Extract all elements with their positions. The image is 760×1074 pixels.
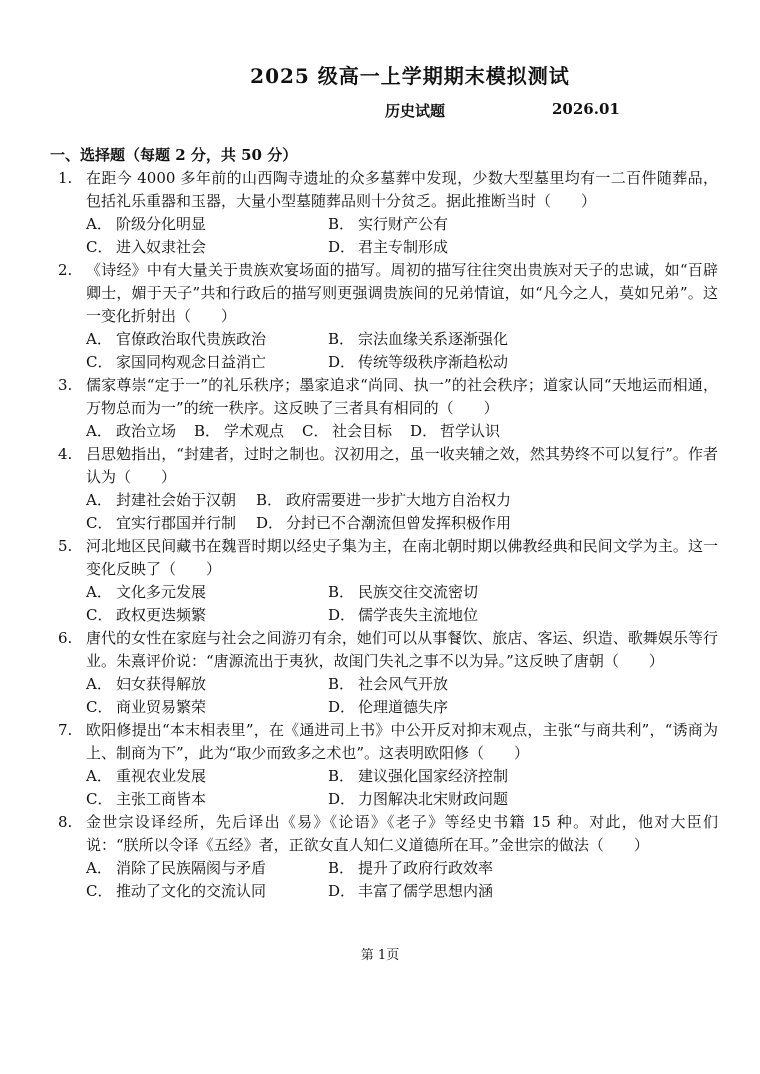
section-title: 一、选择题（每题 2 分，共 50 分） <box>50 146 298 164</box>
option-d: D． 力图解决北宋财政问题 <box>328 790 509 808</box>
option-d: D． 伦理道德失序 <box>328 698 449 716</box>
question-number: 2. <box>58 261 73 279</box>
exam-subject: 历史试题 <box>385 102 446 120</box>
question-text: 唐代的女性在家庭与社会之间游刃有余，她们可以从事餐饮、旅店、客运、织造、歌舞娱乐等行业。朱熹评价说：“唐源流出于夷狄，故闺门失礼之事不以为异。”这反映了唐朝（ ） <box>86 629 718 670</box>
option-c: C． 商业贸易繁荣 <box>86 698 207 716</box>
option-c: C． 社会目标 <box>302 422 393 440</box>
question-3 <box>58 374 718 443</box>
option-d: D． 哲学认识 <box>410 422 501 440</box>
question-5 <box>58 535 718 627</box>
question-number: 5. <box>58 537 73 555</box>
option-c: C． 宜实行郡国并行制 <box>86 514 237 532</box>
option-d: D． 分封已不合潮流但曾发挥积极作用 <box>256 514 512 532</box>
option-d: D． 丰富了儒学思想内涵 <box>328 882 494 900</box>
question-text: 河北地区民间藏书在魏晋时期以经史子集为主，在南北朝时期以佛教经典和民间文学为主。这一变化反映了（ ） <box>86 537 718 578</box>
option-b: B． 建议强化国家经济控制 <box>328 767 509 785</box>
option-d: D． 传统等级秩序渐趋松动 <box>328 353 509 371</box>
question-text: 《诗经》中有大量关于贵族欢宴场面的描写。周初的描写往往突出贵族对天子的忠诚，如“百辟卿士，媚于天子”共和行政后的描写则更强调贵族间的兄弟情谊，如“凡今之人，莫如兄弟”。这一变化折射出（ ） <box>86 261 718 325</box>
option-a: A． 重视农业发展 <box>86 767 207 785</box>
question-7 <box>58 719 718 811</box>
option-a: A． 官僚政治取代贵族政治 <box>86 330 267 348</box>
option-b: B． 学术观点 <box>194 422 285 440</box>
option-a: A． 封建社会始于汉朝 <box>86 491 237 509</box>
option-b: B． 提升了政府行政效率 <box>328 859 494 877</box>
option-b: B． 政府需要进一步扩大地方自治权力 <box>256 491 512 509</box>
question-list <box>58 167 718 903</box>
question-text: 儒家尊崇“定于一”的礼乐秩序；墨家追求“尚同、执一”的社会秩序；道家认同“天地运而相通，万物总而为一”的统一秩序。这反映了三者具有相同的（ ） <box>86 376 718 417</box>
option-a: A． 阶级分化明显 <box>86 215 207 233</box>
question-number: 3. <box>58 376 73 394</box>
question-6 <box>58 627 718 719</box>
question-text: 在距今 4000 多年前的山西陶寺遗址的众多墓葬中发现，少数大型墓里均有一二百件随葬品，包括礼乐重器和玉器，大量小型墓随葬品则十分贫乏。据此推断当时（ ） <box>86 169 718 210</box>
question-number: 8. <box>58 813 73 831</box>
question-text: 金世宗设译经所，先后译出《易》《论语》《老子》等经史书籍 15 种。对此，他对大臣们说：“朕所以令译《五经》者，正欲女直人知仁义道德所在耳。”金世宗的做法（ ） <box>86 813 718 854</box>
option-a: A． 政治立场 <box>86 422 177 440</box>
page-number: 第 1页 <box>360 948 400 963</box>
option-a: A． 妇女获得解放 <box>86 675 207 693</box>
option-c: C． 家国同构观念日益消亡 <box>86 353 267 371</box>
question-8 <box>58 811 718 903</box>
question-number: 6. <box>58 629 73 647</box>
option-c: C． 进入奴隶社会 <box>86 238 207 256</box>
option-a: A． 消除了民族隔阂与矛盾 <box>86 859 267 877</box>
question-1 <box>58 167 718 259</box>
option-c: C． 主张工商皆本 <box>86 790 207 808</box>
question-2 <box>58 259 718 374</box>
option-a: A． 文化多元发展 <box>86 583 207 601</box>
option-b: B． 社会风气开放 <box>328 675 449 693</box>
exam-date: 2026.01 <box>552 100 620 118</box>
question-number: 1. <box>58 169 73 187</box>
question-text: 欧阳修提出“本末相表里”，在《通进司上书》中公开反对抑末观点，主张“与商共利”，“诱商为上、制商为下”，此为“取少而致多之术也”。这表明欧阳修（ ） <box>86 721 718 762</box>
option-b: B． 民族交往交流密切 <box>328 583 479 601</box>
option-d: D． 君主专制形成 <box>328 238 449 256</box>
question-number: 7. <box>58 721 73 739</box>
question-number: 4. <box>58 445 73 463</box>
option-c: C． 政权更迭频繁 <box>86 606 207 624</box>
option-c: C． 推动了文化的交流认同 <box>86 882 267 900</box>
exam-title: 2025 级高一上学期期末模拟测试 <box>250 64 570 88</box>
option-b: B． 宗法血缘关系逐渐强化 <box>328 330 509 348</box>
option-b: B． 实行财产公有 <box>328 215 449 233</box>
question-text: 吕思勉指出，“封建者，过时之制也。汉初用之，虽一收夹辅之效，然其势终不可以复行”。作者认为（ ） <box>86 445 718 486</box>
option-d: D． 儒学丧失主流地位 <box>328 606 479 624</box>
question-4 <box>58 443 718 535</box>
